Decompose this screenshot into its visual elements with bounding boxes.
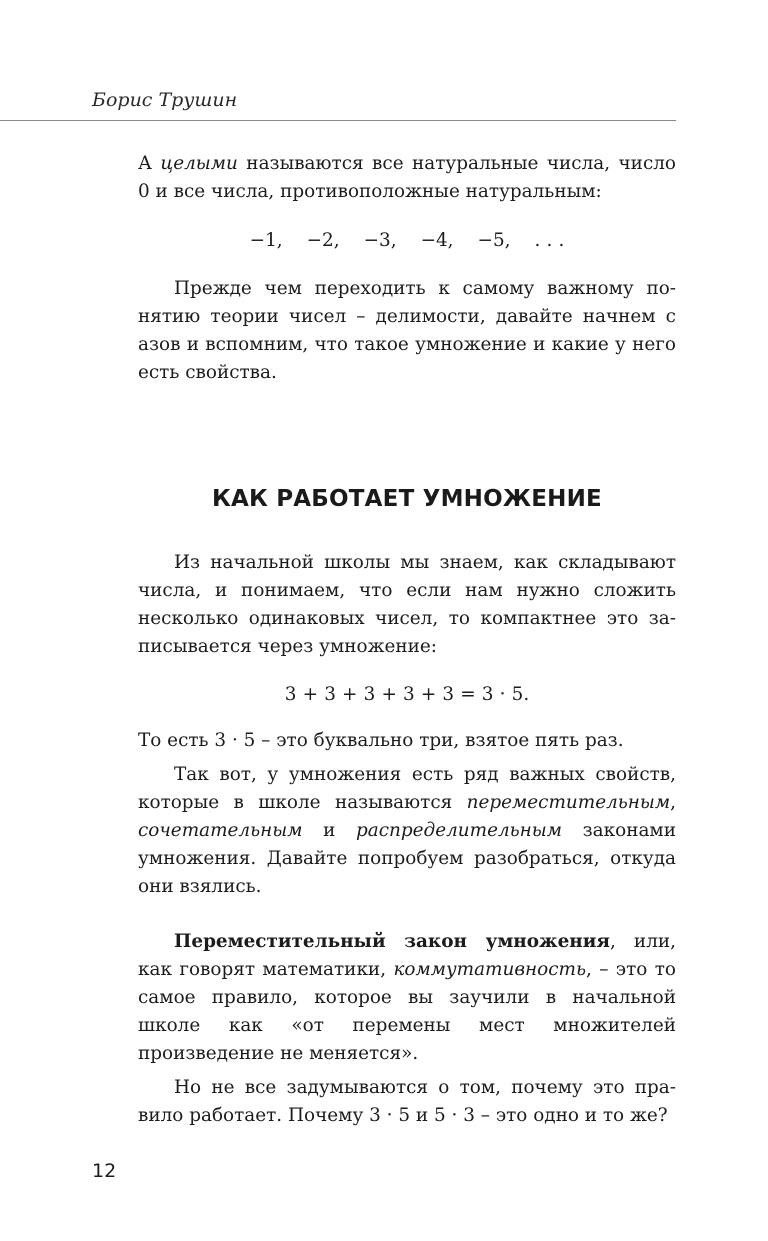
sequence-item: −3, bbox=[363, 230, 397, 251]
term-distributive: распределительным bbox=[356, 820, 563, 841]
text-segment: , – это то самое правило, которое вы заучили в начальной школе как «от перемены мест множителей произведение не меняется». bbox=[138, 959, 676, 1064]
section-title: КАК РАБОТАЕТ УМНОЖЕНИЕ bbox=[212, 486, 602, 512]
term-commutativity: коммутативность bbox=[393, 959, 586, 980]
text-segment: А bbox=[138, 153, 161, 174]
paragraph-divisibility-intro: Прежде чем переходить к самому важному понятию теории чисел – делимости, давайте начнем с азов и вспомним, что такое умножение и какие у него есть свойства. bbox=[138, 278, 676, 383]
negative-numbers-sequence bbox=[138, 227, 676, 255]
sequence-item: −5, bbox=[477, 230, 511, 251]
text-segment: , или, как говорят математики, bbox=[138, 931, 676, 980]
page-number: 12 bbox=[92, 1160, 117, 1182]
sequence-item: −2, bbox=[306, 230, 340, 251]
running-head-author: Борис Трушин bbox=[92, 89, 238, 111]
paragraph-question: Но не все задумываются о том, почему это правило работает. Почему 3 · 5 и 5 · 3 – это одно и то же? bbox=[138, 1077, 676, 1126]
text-segment: называются все натуральные числа, число 0 и все числа, противоположные натуральным: bbox=[138, 153, 676, 202]
text-segment: законами умножения. Давайте попробуем разобраться, откуда они взялись. bbox=[138, 820, 676, 897]
term-commutative: переместительным bbox=[466, 792, 671, 813]
header-divider bbox=[0, 120, 676, 121]
formula-repeated-addition: 3 + 3 + 3 + 3 + 3 = 3 · 5. bbox=[284, 684, 530, 705]
paragraph-commutative-law bbox=[138, 928, 676, 1068]
sequence-ellipsis: . . . bbox=[534, 230, 565, 251]
term-integers: целыми bbox=[160, 153, 238, 174]
paragraph-meaning: То есть 3 · 5 – это буквально три, взятое пять раз. bbox=[138, 730, 624, 751]
paragraph-multiplication-intro: Из начальной школы мы знаем, как складывают числа, и понимаем, что если нам нужно сложить несколько одинаковых чисел, то компактнее это записывается через умножение: bbox=[138, 552, 676, 657]
term-associative: сочетательным bbox=[138, 820, 303, 841]
paragraph-integers-definition bbox=[138, 150, 676, 206]
paragraph-properties bbox=[138, 761, 676, 901]
sequence-item: −4, bbox=[420, 230, 454, 251]
page-body bbox=[138, 150, 676, 1130]
text-segment: , bbox=[670, 792, 676, 813]
commutative-law-heading: Переместительный закон умножения bbox=[174, 931, 610, 952]
text-segment: Так вот, у умножения есть ряд важных свойств, которые в школе называются bbox=[138, 764, 676, 813]
sequence-item: −1, bbox=[249, 230, 283, 251]
text-segment: и bbox=[302, 820, 356, 841]
